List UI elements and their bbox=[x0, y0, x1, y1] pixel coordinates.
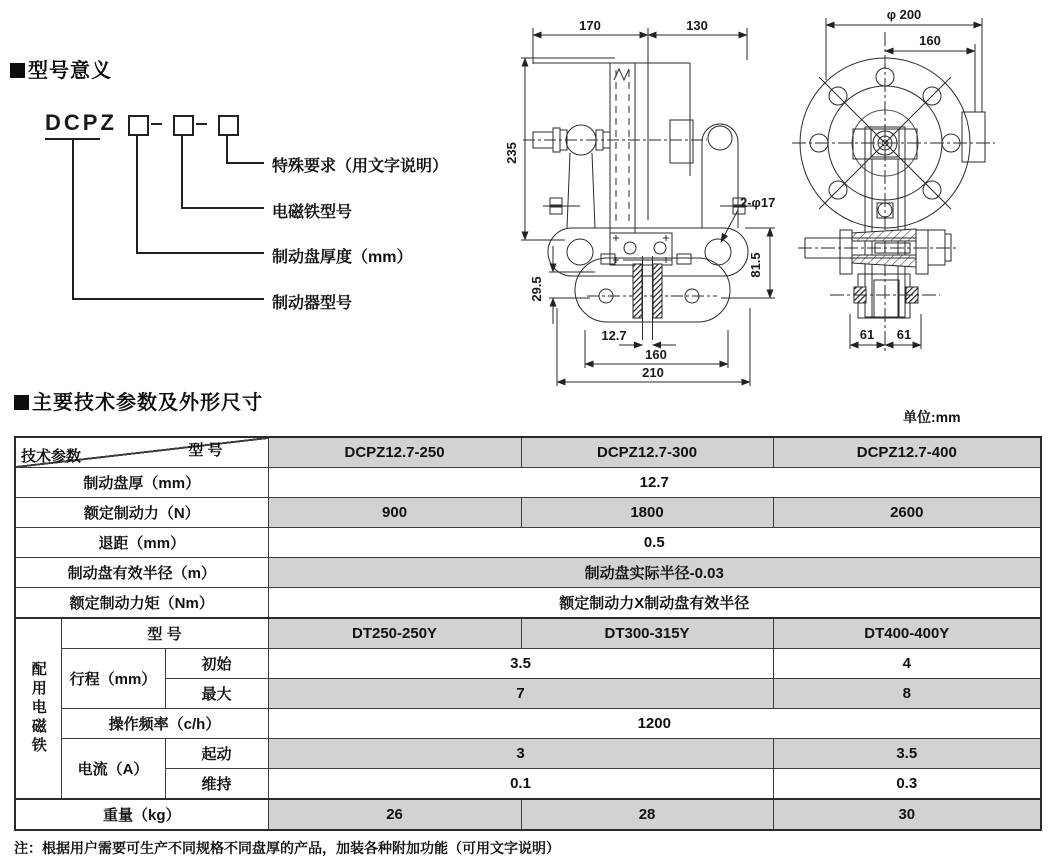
model-column-header: DCPZ12.7-250 bbox=[268, 437, 521, 468]
model-box-3 bbox=[218, 115, 239, 136]
model-box-1 bbox=[128, 115, 149, 136]
front-view-drawing bbox=[495, 8, 790, 390]
section-heading-model-meaning bbox=[10, 54, 112, 83]
row-retract bbox=[15, 528, 1041, 558]
cell-value: 4 bbox=[773, 649, 1041, 679]
row-label: 额定制动力矩（Nm） bbox=[15, 588, 268, 619]
cell-value: 8 bbox=[773, 679, 1041, 709]
row-label: 重量（kg） bbox=[15, 799, 268, 830]
callout-line-h4 bbox=[72, 298, 264, 300]
dim-170: 170 bbox=[579, 18, 601, 33]
black-square-marker bbox=[10, 63, 25, 78]
row-label: 电流（A） bbox=[61, 739, 165, 800]
dim-29-5: 29.5 bbox=[529, 276, 544, 302]
section-heading-text: 型号意义 bbox=[28, 60, 112, 82]
unit-label: 单位:mm bbox=[903, 409, 961, 425]
black-square-marker bbox=[14, 395, 29, 410]
row-frequency bbox=[15, 709, 1041, 739]
dim-61-right: 61 bbox=[896, 327, 912, 342]
callout-line-v1 bbox=[226, 134, 228, 164]
model-column-header: DCPZ12.7-300 bbox=[521, 437, 773, 468]
row-label: 退距（mm） bbox=[15, 528, 268, 558]
callout-magnet-model: 电磁铁型号 bbox=[272, 204, 353, 221]
magnet-group-label: 配用电磁铁 bbox=[15, 618, 61, 799]
dim-61-left: 61 bbox=[859, 327, 875, 342]
cell-value: 额定制动力X制动盘有效半径 bbox=[268, 588, 1041, 619]
model-dash-2 bbox=[196, 123, 207, 125]
cell-value: 3.5 bbox=[268, 649, 773, 679]
row-rated-torque bbox=[15, 588, 1041, 619]
dim-235: 235 bbox=[504, 142, 519, 164]
sub-row-label: 起动 bbox=[165, 739, 268, 769]
sub-row-label: 初始 bbox=[165, 649, 268, 679]
row-label: 制动盘有效半径（m） bbox=[15, 558, 268, 588]
dim-phi200: φ 200 bbox=[886, 7, 922, 22]
row-rated-force bbox=[15, 498, 1041, 528]
callout-line-h2 bbox=[181, 207, 264, 209]
row-label: 行程（mm） bbox=[61, 649, 165, 709]
cell-value: 30 bbox=[773, 799, 1041, 830]
cell-value: 3 bbox=[268, 739, 773, 769]
footnote: 注：根据用户需要可生产不同规格不同盘厚的产品，加装各种附加功能（可用文字说明） bbox=[14, 840, 560, 856]
spec-table bbox=[14, 436, 1042, 831]
row-current-hold bbox=[15, 769, 1041, 800]
cell-value: DT400-400Y bbox=[773, 618, 1041, 649]
row-label: 型 号 bbox=[61, 618, 268, 649]
row-stroke-max bbox=[15, 679, 1041, 709]
callout-line-v4 bbox=[72, 138, 74, 300]
callout-special-request: 特殊要求（用文字说明） bbox=[272, 158, 449, 175]
callout-line-h3 bbox=[136, 252, 264, 254]
dim-160-front: 160 bbox=[645, 347, 667, 362]
callout-disc-thickness: 制动盘厚度（mm） bbox=[272, 249, 413, 266]
row-magnet-model bbox=[15, 618, 1041, 649]
dim-130: 130 bbox=[686, 18, 708, 33]
row-label: 操作频率（c/h） bbox=[61, 709, 268, 739]
cell-value: 28 bbox=[521, 799, 773, 830]
model-prefix: DCPZ bbox=[45, 110, 117, 135]
cell-value: 12.7 bbox=[268, 468, 1041, 498]
section-heading-text: 主要技术参数及外形尺寸 bbox=[32, 392, 263, 414]
cell-value: 26 bbox=[268, 799, 521, 830]
cell-value: 制动盘实际半径-0.03 bbox=[268, 558, 1041, 588]
dim-81-5: 81.5 bbox=[748, 252, 763, 278]
corner-model-label: 型 号 bbox=[188, 442, 223, 459]
corner-cell bbox=[15, 437, 268, 468]
cell-value: DT250-250Y bbox=[268, 618, 521, 649]
cell-value: 7 bbox=[268, 679, 773, 709]
callout-brake-model: 制动器型号 bbox=[272, 295, 353, 312]
table-header-row bbox=[15, 437, 1041, 468]
row-effective-radius bbox=[15, 558, 1041, 588]
model-box-2 bbox=[173, 115, 194, 136]
model-dash-1 bbox=[151, 123, 162, 125]
sub-row-label: 维持 bbox=[165, 769, 268, 800]
dim-2-phi17: 2-φ17 bbox=[740, 195, 776, 210]
row-weight bbox=[15, 799, 1041, 830]
sub-row-label: 最大 bbox=[165, 679, 268, 709]
dim-210: 210 bbox=[642, 365, 664, 380]
cell-value: 1200 bbox=[268, 709, 1041, 739]
cell-value: 0.5 bbox=[268, 528, 1041, 558]
cell-value: 1800 bbox=[521, 498, 773, 528]
cell-value: 0.3 bbox=[773, 769, 1041, 800]
row-current-start bbox=[15, 739, 1041, 769]
cell-value: 2600 bbox=[773, 498, 1041, 528]
model-column-header: DCPZ12.7-400 bbox=[773, 437, 1041, 468]
corner-param-label: 技术参数 bbox=[21, 448, 82, 465]
section-heading-specs bbox=[14, 386, 263, 415]
row-label: 额定制动力（N） bbox=[15, 498, 268, 528]
cell-value: 3.5 bbox=[773, 739, 1041, 769]
callout-line-v3 bbox=[136, 134, 138, 254]
side-view-drawing bbox=[790, 2, 1062, 364]
callout-line-v2 bbox=[181, 134, 183, 209]
row-stroke-initial bbox=[15, 649, 1041, 679]
row-disc-thickness bbox=[15, 468, 1041, 498]
dim-12-7: 12.7 bbox=[601, 328, 627, 343]
cell-value: 900 bbox=[268, 498, 521, 528]
row-label: 制动盘厚（mm） bbox=[15, 468, 268, 498]
dim-160-side: 160 bbox=[919, 33, 941, 48]
callout-line-h1 bbox=[226, 162, 264, 164]
cell-value: 0.1 bbox=[268, 769, 773, 800]
cell-value: DT300-315Y bbox=[521, 618, 773, 649]
